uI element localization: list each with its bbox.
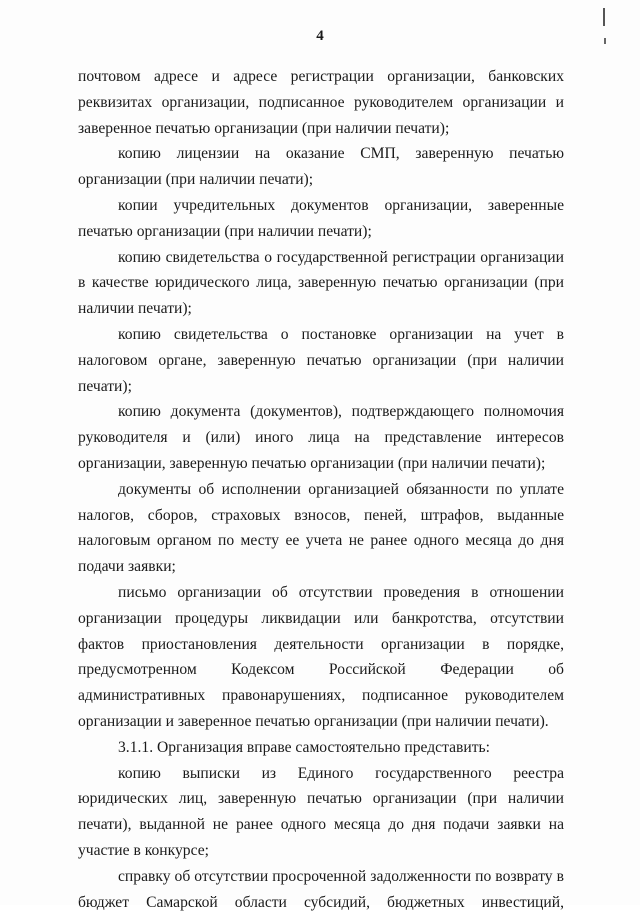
paragraph-registration-certificate: копию свидетельства о государственной регистрации организации в качестве юридического лица, заверенную печатью организации (при наличии печати); [78, 248, 564, 318]
scan-mark [603, 8, 605, 26]
paragraph-liquidation-letter: письмо организации об отсутствии проведения в отношении организации процедуры ликвидации или банкротства, отсутствии фактов приостановления деятельности организации в порядке, предусмотренном Кодексом Российской Федерации об административных правонарушениях, подписанное руководителем организации и заверенное печатью организации (при наличии печати). [78, 583, 564, 730]
paragraph-license-copy: копию лицензии на оказание СМП, заверенную печатью организации (при наличии печати); [78, 145, 564, 189]
paragraph-tax-registration: копию свидетельства о постановке организации на учет в налоговом органе, заверенную печатью организации (при наличии печати); [78, 325, 564, 395]
paragraph-tax-obligations: документы об исполнении организацией обязанности по уплате налогов, сборов, страховых взносов, пеней, штрафов, выданные налоговым органом по месту ее учета не ранее одного месяца до дня подачи заявки; [78, 480, 564, 576]
page-number: 4 [316, 28, 324, 44]
paragraph-registry-extract: копию выписки из Единого государственного реестра юридических лиц, заверенную печатью организации (при наличии печати), выданной не ранее одного месяца до дня подачи заявки на участие в конкурсе; [78, 764, 564, 859]
paragraph-postal-address: почтовом адресе и адресе регистрации организации, банковских реквизитах организации, подписанное руководителем организации и заверенное печатью организации (при наличии печати); [78, 68, 564, 137]
paragraph-debt-certificate: справку об отсутствии просроченной задолженности по возврату в бюджет Самарской области субсидий, бюджетных инвестиций, [78, 867, 564, 911]
paragraph-authority-document: копию документа (документов), подтверждающего полномочия руководителя и (или) иного лица на представление интересов организации, заверенную печатью организации (при наличии печати); [78, 403, 564, 472]
document-body [78, 64, 564, 915]
paragraph-section-3-1-1: 3.1.1. Организация вправе самостоятельно представить: [118, 738, 490, 756]
paragraph-founding-documents: копии учредительных документов организации, заверенные печатью организации (при наличии печати); [78, 196, 564, 240]
